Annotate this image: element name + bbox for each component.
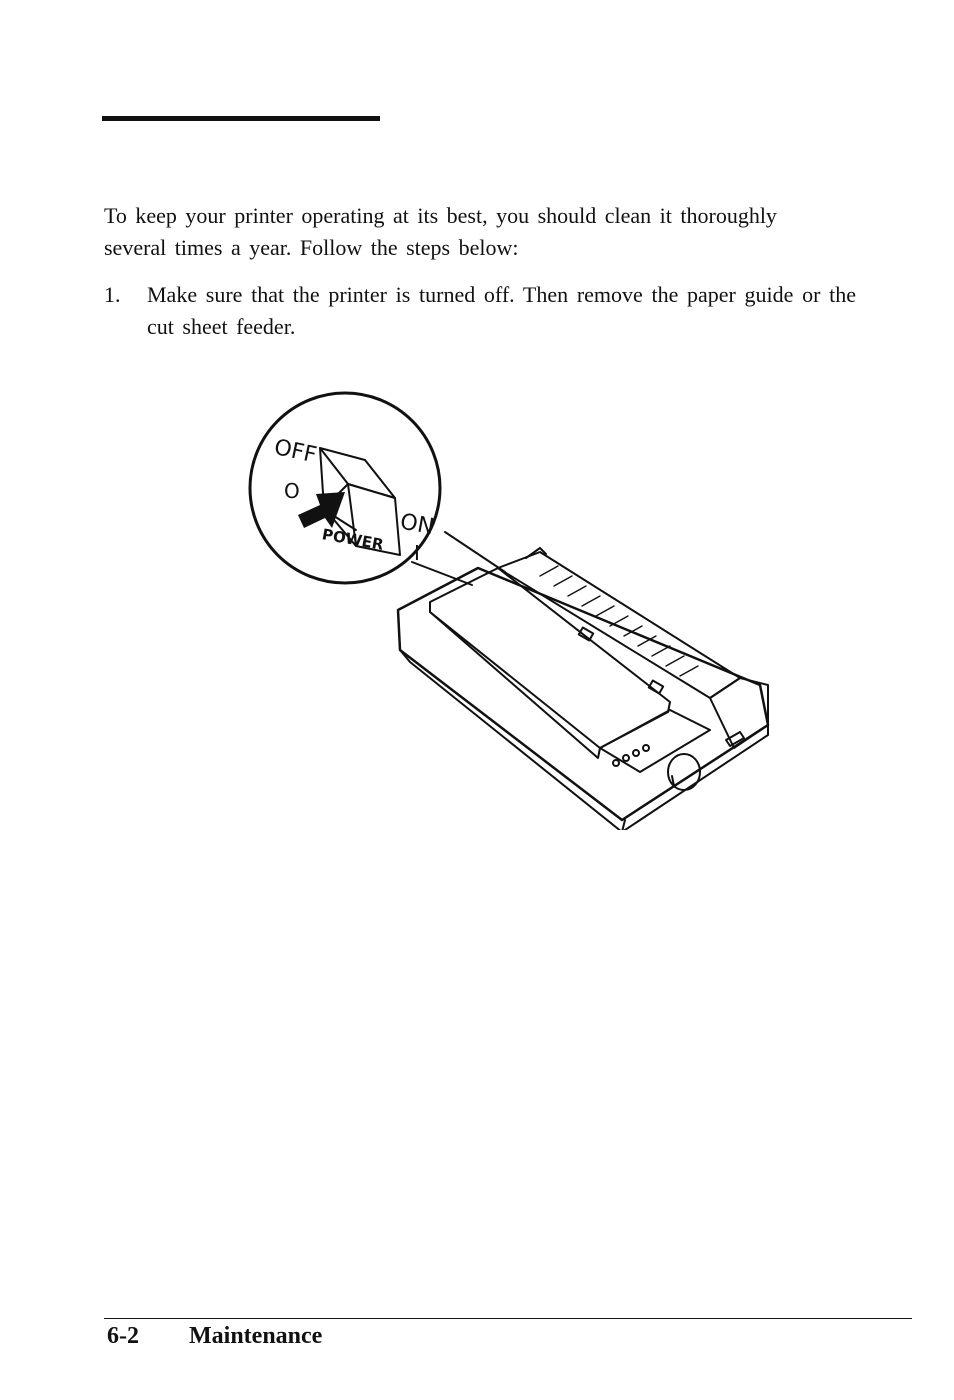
- intro-paragraph: To keep your printer operating at its best, you should clean it thoroughly several times a year. Follow the steps below:: [104, 203, 777, 260]
- printer-power-switch-illustration: [240, 380, 780, 830]
- printer-body: [398, 548, 768, 830]
- page-number: 6-2: [107, 1323, 139, 1349]
- step-1: [104, 279, 856, 343]
- press-arrow-icon: [298, 492, 345, 528]
- step-text: Make sure that the printer is turned off. Then remove the paper guide or the cut sheet feeder.: [147, 282, 856, 339]
- step-number: 1.: [104, 282, 121, 307]
- page-footer: [107, 1319, 322, 1353]
- switch-label-power: POWER: [320, 525, 385, 554]
- switch-label-off: OFF: [271, 435, 319, 469]
- power-switch-callout: [250, 393, 440, 583]
- switch-label-off-symbol: O: [284, 479, 300, 503]
- switch-label-on-symbol: I: [414, 541, 420, 565]
- section-title: Maintenance: [189, 1323, 323, 1349]
- switch-label-on: ON: [398, 509, 436, 540]
- section-heading-rule: [102, 116, 380, 121]
